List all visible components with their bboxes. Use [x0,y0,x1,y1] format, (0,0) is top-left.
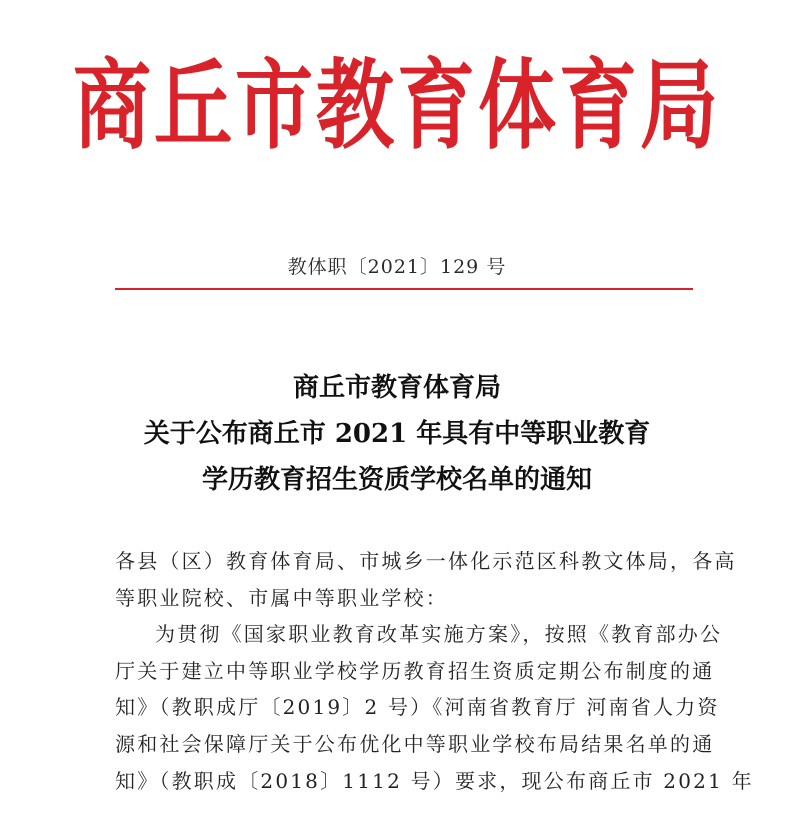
agency-masthead: 商丘市教育体育局 [72,49,721,163]
title-line-2: 关于公布商丘市 2021 年具有中等职业教育 [143,419,651,449]
title-line-3: 学历教育招生资质学校名单的通知 [201,465,592,495]
notice-title [0,365,794,503]
body-line-paragraph-1: 为贯彻《国家职业教育改革实施方案》，按照《教育部办公 [155,622,723,647]
body-line-paragraph-4: 源和社会保障厅关于公布优化中等职业学校布局结果名单的通 [115,731,715,756]
body-line-addressee-2: 等职业院校、市属中等职业学校： [115,585,448,610]
title-line-1: 商丘市教育体育局 [292,373,501,403]
body-line-addressee-1: 各县（区）教育体育局、市城乡一体化示范区科教文体局，各高 [115,549,737,573]
body-line-paragraph-3: 知》（教职成厅〔2019〕2 号）《河南省教育厅 河南省人力资 [115,695,720,720]
red-divider-line [115,288,693,290]
body-line-paragraph-2: 厅关于建立中等职业学校学历教育招生资质定期公布制度的通 [115,658,715,683]
body-line-paragraph-5: 知》（教职成〔2018〕1112 号）要求，现公布商丘市 2021 年 [115,768,754,793]
document-number: 教体职〔2021〕129 号 [287,256,507,278]
notice-body [115,543,754,799]
